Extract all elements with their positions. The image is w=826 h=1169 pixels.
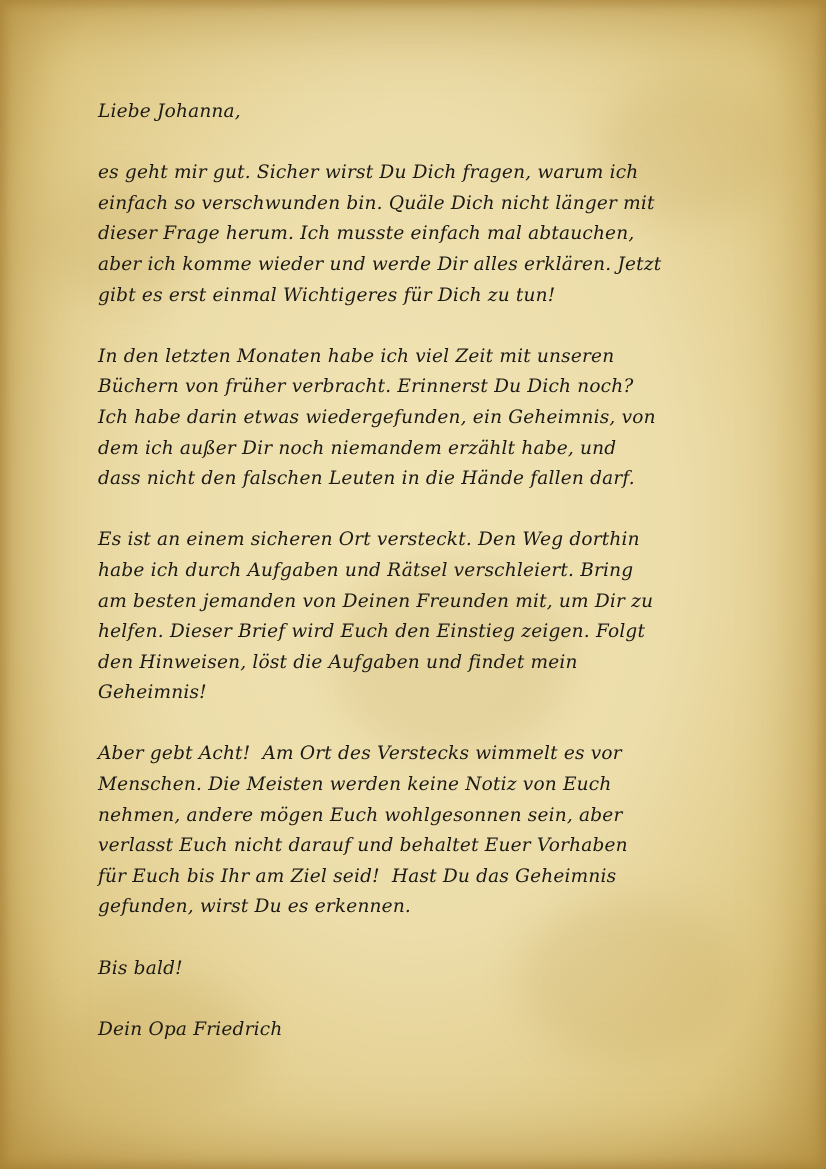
letter-line: für Euch bis Ihr am Ziel seid! Hast Du das Geheimnis	[98, 865, 617, 887]
paragraph-gap	[98, 984, 748, 1015]
letter-line: Ich habe darin etwas wiedergefunden, ein Geheimnis, von	[98, 406, 656, 428]
letter-line: aber ich komme wieder und werde Dir alles erklären. Jetzt	[98, 253, 662, 275]
paragraph-3	[98, 525, 748, 709]
paragraph-gap	[98, 923, 748, 954]
letter-line: habe ich durch Aufgaben und Rätsel verschleiert. Bring	[98, 559, 634, 581]
paragraph-gap	[98, 709, 748, 740]
letter-line: den Hinweisen, löst die Aufgaben und findet mein	[98, 651, 578, 673]
letter-line: verlasst Euch nicht darauf und behaltet Euer Vorhaben	[98, 835, 628, 857]
letter-line: Büchern von früher verbracht. Erinnerst Du Dich noch?	[98, 376, 634, 398]
closing: Bis bald!	[98, 957, 183, 979]
letter-line: dieser Frage herum. Ich musste einfach mal abtauchen,	[98, 223, 635, 245]
letter-line: Aber gebt Acht! Am Ort des Verstecks wimmelt es vor	[98, 743, 622, 765]
paragraph-gap	[98, 128, 748, 159]
letter-line: Menschen. Die Meisten werden keine Notiz von Euch	[98, 774, 612, 796]
salutation: Liebe Johanna,	[98, 101, 241, 122]
signature: Dein Opa Friedrich	[98, 1018, 283, 1040]
letter-line: am besten jemanden von Deinen Freunden mit, um Dir zu	[98, 590, 654, 612]
letter-line: einfach so verschwunden bin. Quäle Dich nicht länger mit	[98, 192, 655, 214]
letter-line: gibt es erst einmal Wichtigeres für Dich zu tun!	[98, 284, 556, 306]
paragraph-2	[98, 342, 748, 495]
letter-line: dem ich außer Dir noch niemandem erzählt habe, und	[98, 437, 617, 459]
letter-line: In den letzten Monaten habe ich viel Zeit mit unseren	[98, 345, 615, 367]
letter-line: es geht mir gut. Sicher wirst Du Dich fragen, warum ich	[98, 162, 639, 184]
paragraph-1	[98, 158, 748, 311]
letter-line: dass nicht den falschen Leuten in die Hände fallen darf.	[98, 468, 635, 490]
letter-body	[98, 97, 748, 1045]
letter-line: helfen. Dieser Brief wird Euch den Einstieg zeigen. Folgt	[98, 621, 646, 643]
letter-line: nehmen, andere mögen Euch wohlgesonnen sein, aber	[98, 804, 623, 826]
letter-line: Es ist an einem sicheren Ort versteckt. Den Weg dorthin	[98, 529, 640, 551]
paragraph-gap	[98, 495, 748, 526]
paragraph-4	[98, 739, 748, 923]
letter-line: Geheimnis!	[98, 682, 207, 704]
paragraph-gap	[98, 311, 748, 342]
letter-line: gefunden, wirst Du es erkennen.	[98, 896, 412, 918]
